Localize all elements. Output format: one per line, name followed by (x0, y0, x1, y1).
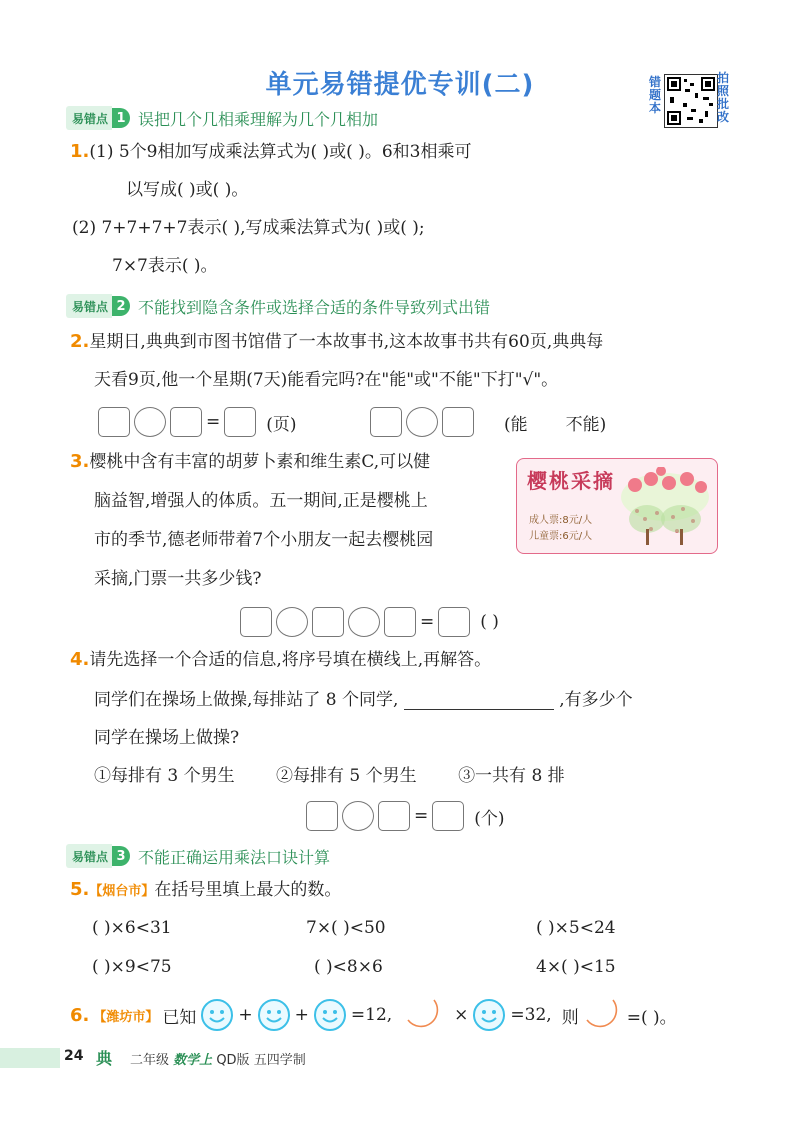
answer-box[interactable] (438, 607, 470, 637)
times-sign: × (454, 1005, 469, 1025)
adult-price: 成人票:8元/人 (529, 515, 593, 526)
brand-logo: 典 (96, 1049, 113, 1068)
section-tag-text: 不能找到隐含条件或选择合适的条件导致列式出错 (138, 297, 491, 317)
q2-unit: (页) (266, 414, 297, 435)
q3-line-1 (70, 450, 430, 474)
q4-equation-row (306, 801, 505, 831)
cherry-tree-icon (617, 467, 713, 549)
q5-item-6: 4×( )<15 (536, 957, 616, 977)
q3-line-2: 脑益智,增强人的体质。五一期间,正是樱桃上 (94, 491, 428, 511)
q5-city: 【烟台市】 (89, 884, 155, 899)
smiley-icon (472, 998, 506, 1032)
cherry-picking-card (516, 458, 718, 554)
q3-text-1: 樱桃中含有丰富的胡萝卜素和维生素C,可以健 (89, 452, 431, 472)
answer-box[interactable] (370, 407, 402, 437)
q4-line-1 (70, 648, 491, 672)
section-tag-text: 不能正确运用乘法口诀计算 (138, 847, 331, 867)
footer-edition: QD版 五四学制 (216, 1053, 306, 1068)
moon-icon (404, 998, 444, 1032)
q6-eq32: =32, (510, 1005, 552, 1025)
section-tag-1 (66, 106, 378, 130)
q2-option-yes[interactable]: (能 (504, 414, 528, 435)
operator-circle[interactable] (134, 407, 166, 437)
answer-box[interactable] (442, 407, 474, 437)
q5-item-1: ( )×6<31 (92, 918, 172, 938)
q2-line-1 (70, 330, 603, 354)
q3-line-3: 市的季节,德老师带着7个小朋友一起去樱桃园 (94, 530, 434, 550)
q3-line-4: 采摘,门票一共多少钱? (94, 569, 262, 589)
section-tag-number: 2 (112, 296, 130, 316)
q2-compare-row (370, 407, 606, 437)
section-tag-text: 误把几个几相乘理解为几个几相加 (138, 109, 379, 129)
page-title: 单元易错提优专训(二) (265, 70, 535, 100)
footer-bar (0, 1048, 60, 1068)
q6-city: 【潍坊市】 (93, 1009, 159, 1025)
q1-text-1: (1) 5个9相加写成乘法算式为( )或( )。6和3相乘可 (89, 142, 472, 162)
smiley-icon (257, 998, 291, 1032)
q4-line-2 (94, 688, 633, 712)
q4-option-3: ③一共有 8 排 (458, 766, 565, 786)
q5-number: 5. (70, 879, 90, 900)
equals-sign: = (206, 412, 221, 432)
q5-item-4: ( )×9<75 (92, 957, 172, 977)
q6-answer: =( )。 (626, 1007, 677, 1028)
section-tag-label: 易错点 (66, 844, 112, 868)
card-title: 樱桃采摘 (527, 469, 615, 493)
section-tag-number: 1 (112, 108, 130, 128)
answer-box[interactable] (224, 407, 256, 437)
q6-prefix: 已知 (162, 1007, 197, 1028)
equals-sign: = (420, 612, 435, 632)
q6-number: 6. (70, 1004, 90, 1026)
q5-item-3: ( )×5<24 (536, 918, 616, 938)
section-tag-2 (66, 294, 490, 318)
answer-box[interactable] (98, 407, 130, 437)
operator-circle[interactable] (342, 801, 374, 831)
qr-label-left: 错题本 (648, 75, 661, 115)
q3-unit: ( ) (480, 612, 499, 632)
answer-box[interactable] (312, 607, 344, 637)
q4-answer-blank[interactable] (404, 691, 554, 710)
q4-number: 4. (70, 649, 90, 670)
q3-number: 3. (70, 451, 90, 472)
q2-equation-row (98, 407, 297, 437)
answer-box[interactable] (432, 801, 464, 831)
child-price: 儿童票:6元/人 (529, 531, 593, 542)
q5-item-5: ( )<8×6 (314, 957, 383, 977)
q2-option-no[interactable]: 不能) (565, 414, 607, 435)
q4-line-3: 同学在操场上做操? (94, 728, 240, 748)
q5-item-2: 7×( )<50 (306, 918, 386, 938)
section-tag-label: 易错点 (66, 294, 112, 318)
q2-line-2: 天看9页,他一个星期(7天)能看完吗?在"能"或"不能"下打"√"。 (94, 370, 559, 390)
operator-circle[interactable] (406, 407, 438, 437)
q4-option-1: ①每排有 3 个男生 (94, 766, 235, 786)
footer-subject: 数学上 (173, 1053, 213, 1068)
q4-unit: (个) (474, 808, 505, 829)
answer-box[interactable] (378, 801, 410, 831)
q5-text: 在括号里填上最大的数。 (154, 880, 342, 900)
qr-code-icon[interactable] (664, 74, 718, 128)
q6-then: 则 (561, 1007, 579, 1028)
equals-sign: = (414, 806, 429, 826)
page-number: 24 (64, 1048, 84, 1064)
q6-line (70, 998, 677, 1032)
footer-info (130, 1049, 306, 1068)
q3-equation-row (240, 607, 499, 637)
smiley-icon (313, 998, 347, 1032)
q1-line-3: (2) 7+7+7+7表示( ),写成乘法算式为( )或( ); (72, 218, 425, 238)
section-tag-number: 3 (112, 846, 130, 866)
q4-text-1: 请先选择一个合适的信息,将序号填在横线上,再解答。 (89, 650, 492, 670)
footer-grade: 二年级 (130, 1053, 170, 1068)
section-tag-3 (66, 844, 330, 868)
q2-number: 2. (70, 331, 90, 352)
answer-box[interactable] (306, 801, 338, 831)
q4-text-2b: ,有多少个 (559, 690, 633, 710)
moon-icon (583, 998, 623, 1032)
answer-box[interactable] (240, 607, 272, 637)
operator-circle[interactable] (276, 607, 308, 637)
q4-text-2a: 同学们在操场上做操,每排站了 8 个同学, (94, 690, 399, 710)
smiley-icon (200, 998, 234, 1032)
q6-eq12: =12, (350, 1005, 393, 1025)
operator-circle[interactable] (348, 607, 380, 637)
page-footer (0, 1042, 800, 1070)
q4-option-2: ②每排有 5 个男生 (276, 766, 417, 786)
section-tag-label: 易错点 (66, 106, 112, 130)
qr-label-right: 拍照批改 (716, 71, 729, 124)
q1-line-4: 7×7表示( )。 (112, 256, 218, 276)
qr-block[interactable] (648, 72, 728, 128)
q1-line-1 (70, 140, 471, 164)
plus-sign: + (294, 1005, 309, 1025)
answer-box[interactable] (170, 407, 202, 437)
q1-line-2: 以写成( )或( )。 (126, 180, 249, 200)
answer-box[interactable] (384, 607, 416, 637)
q1-number: 1. (70, 141, 90, 162)
q5-line-1 (70, 878, 341, 904)
plus-sign: + (238, 1005, 253, 1025)
q2-text-1: 星期日,典典到市图书馆借了一本故事书,这本故事书共有60页,典典每 (89, 332, 604, 352)
q4-options (94, 764, 565, 788)
